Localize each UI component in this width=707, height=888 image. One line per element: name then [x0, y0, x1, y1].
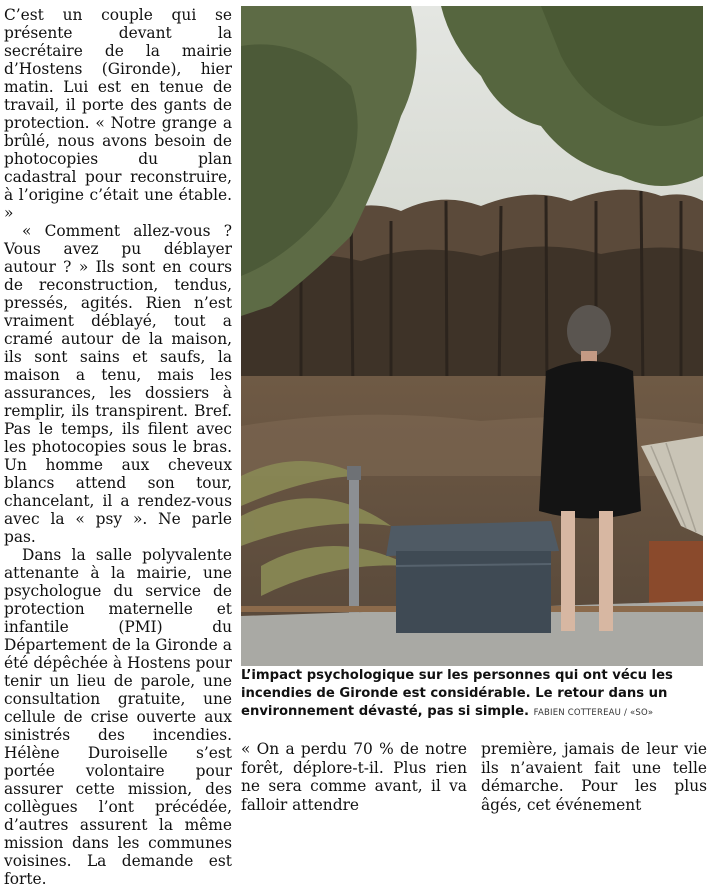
- photo-illustration: [241, 6, 703, 666]
- photo-caption: [241, 667, 703, 722]
- article-middle-column: [241, 740, 467, 814]
- article-paragraph: « On a perdu 70 % de notre forêt, déplore-t-il. Plus rien ne sera comme avant, il va falloir attendre: [241, 740, 467, 814]
- photo-credit: FABIEN COTTEREAU / «SO»: [533, 708, 654, 718]
- article-paragraph: première, jamais de leur vie ils n’avaient fait une telle démarche. Pour les plus âgés, cet événement: [481, 740, 707, 814]
- caption-text: L’impact psychologique sur les personnes qui ont vécu les incendies de Gironde est considérable. Le retour dans un environnement dévasté, pas si simple.: [241, 668, 673, 719]
- article-paragraph: C’est un couple qui se présente devant la secrétaire de la mairie d’Hostens (Gironde), hier matin. Lui est en tenue de travail, il porte des gants de protection. « Notre grange a brûlé, nous avons besoin de photocopies du plan cadastral pour reconstruire, à l’origine c’était une étable. »: [4, 6, 232, 222]
- article-paragraph: Dans la salle polyvalente attenante à la mairie, une psychologue du service de protection maternelle et infantile (PMI) du Département de la Gironde a été dépêchée à Hostens pour tenir un lieu de parole, une consultation gratuite, une cellule de crise ouverte aux sinistrés des incendies. Hélène Duroiselle s’est portée volontaire pour assurer cette mission, des collègues l’ont précédée, d’autres assurent la même mission dans les communes voisines. La demande est forte.: [4, 546, 232, 888]
- article-photo: [241, 6, 703, 666]
- article-right-column: [481, 740, 707, 814]
- article-paragraph: « Comment allez-vous ? Vous avez pu déblayer autour ? » Ils sont en cours de reconstruction, tendus, pressés, agités. Rien n’est vraiment déblayé, tout a cramé autour de la maison, ils sont sains et saufs, la maison a tenu, mais les assurances, les dossiers à remplir, ils transpirent. Bref. Pas le temps, ils filent avec les photocopies sous le bras. Un homme aux cheveux blancs attend son tour, chancelant, il a rendez-vous avec la « psy ». Ne parle pas.: [4, 222, 232, 546]
- article-left-column: [4, 6, 232, 888]
